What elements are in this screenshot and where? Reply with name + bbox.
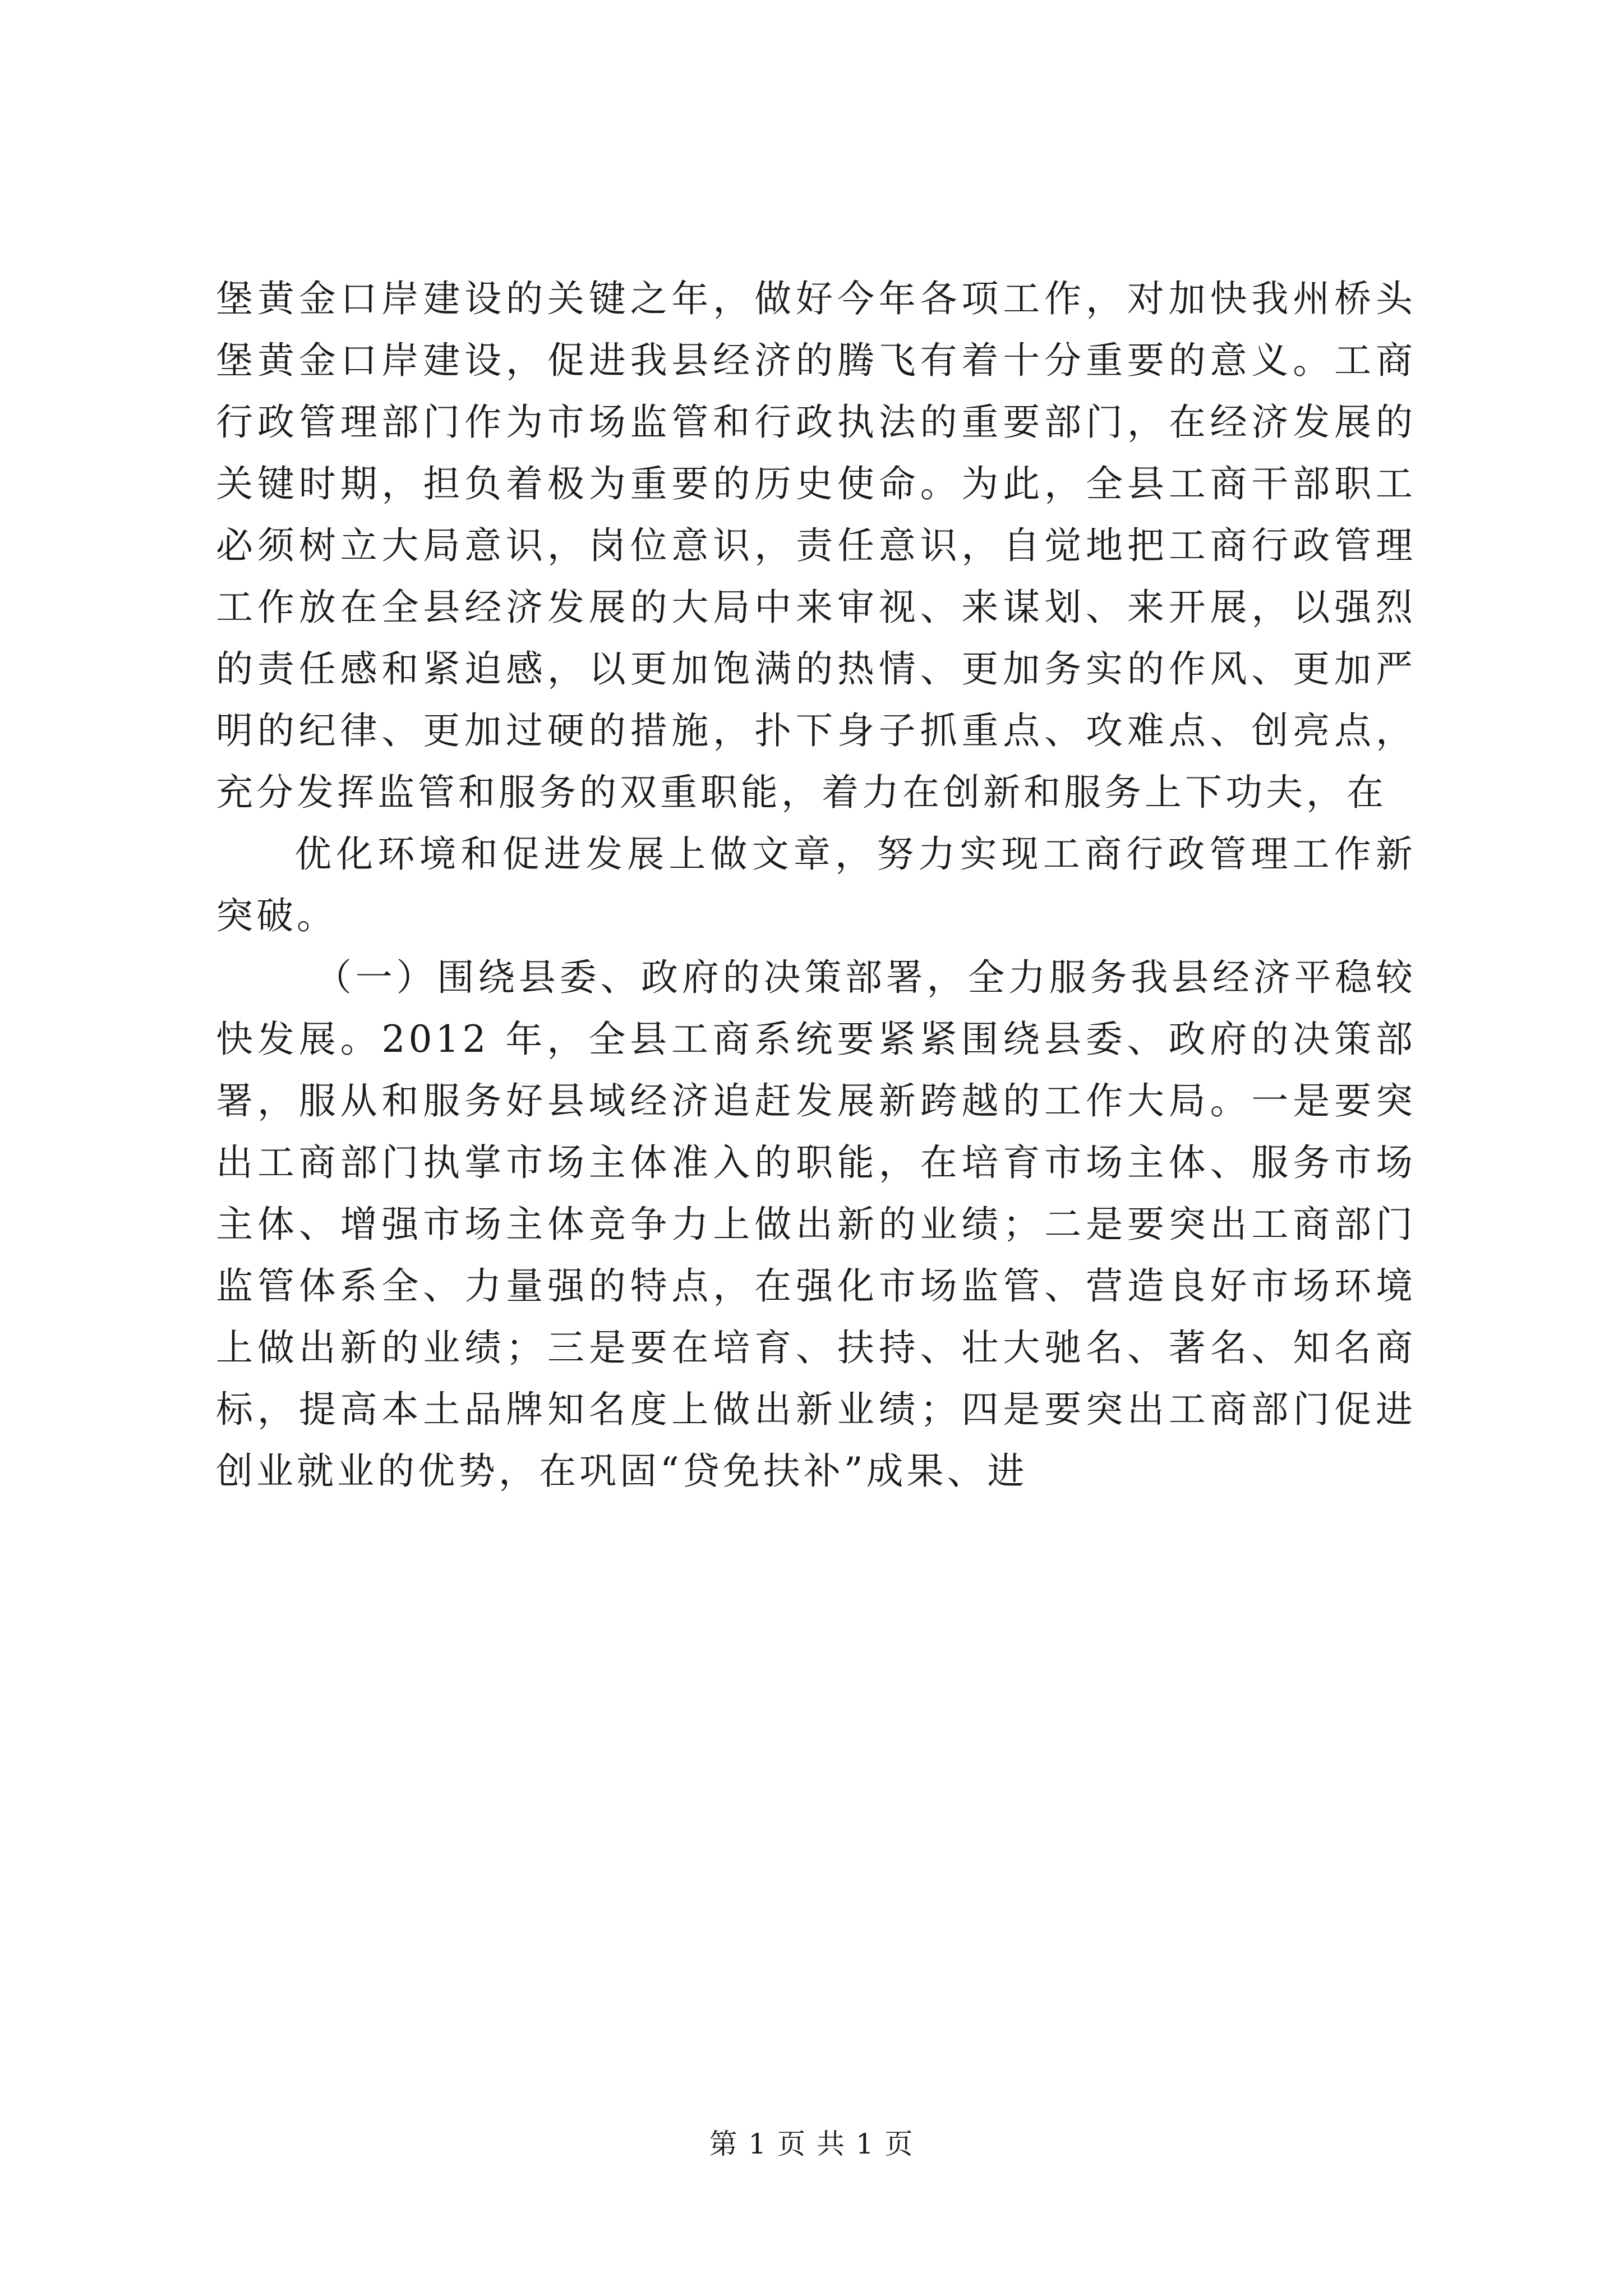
document-body [216,268,1416,1502]
paragraph-1: 堡黄金口岸建设的关键之年，做好今年各项工作，对加快我州桥头堡黄金口岸建设，促进我县经济的腾飞有着十分重要的意义。工商行政管理部门作为市场监管和行政执法的重要部门，在经济发展的关键时期，担负着极为重要的历史使命。为此，全县工商干部职工必须树立大局意识，岗位意识，责任意识，自觉地把工商行政管理工作放在全县经济发展的大局中来审视、来谋划、来开展，以强烈的责任感和紧迫感，以更加饱满的热情、更加务实的作风、更加严明的纪律、更加过硬的措施，扑下身子抓重点、攻难点、创亮点，充分发挥监管和服务的双重职能，着力在创新和服务上下功夫，在 [216,277,1416,814]
page-footer: 第 1 页 共 1 页 [709,2128,914,2160]
paragraph-2: 优化环境和促进发展上做文章，努力实现工商行政管理工作新突破。 [216,832,1416,937]
paragraph-3: （一）围绕县委、政府的决策部署，全力服务我县经济平稳较快发展。2012 年，全县工商系统要紧紧围绕县委、政府的决策部署，服从和服务好县域经济追赶发展新跨越的工作大局。一是要突出工商部门执掌市场主体准入的职能，在培育市场主体、服务市场主体、增强市场主体竞争力上做出新的业绩；二是要突出工商部门监管体系全、力量强的特点，在强化市场监管、营造良好市场环境上做出新的业绩；三是要在培育、扶持、壮大驰名、著名、知名商标，提高本土品牌知名度上做出新业绩；四是要突出工商部门促进创业就业的优势，在巩固“贷免扶补”成果、进 [216,956,1416,1493]
